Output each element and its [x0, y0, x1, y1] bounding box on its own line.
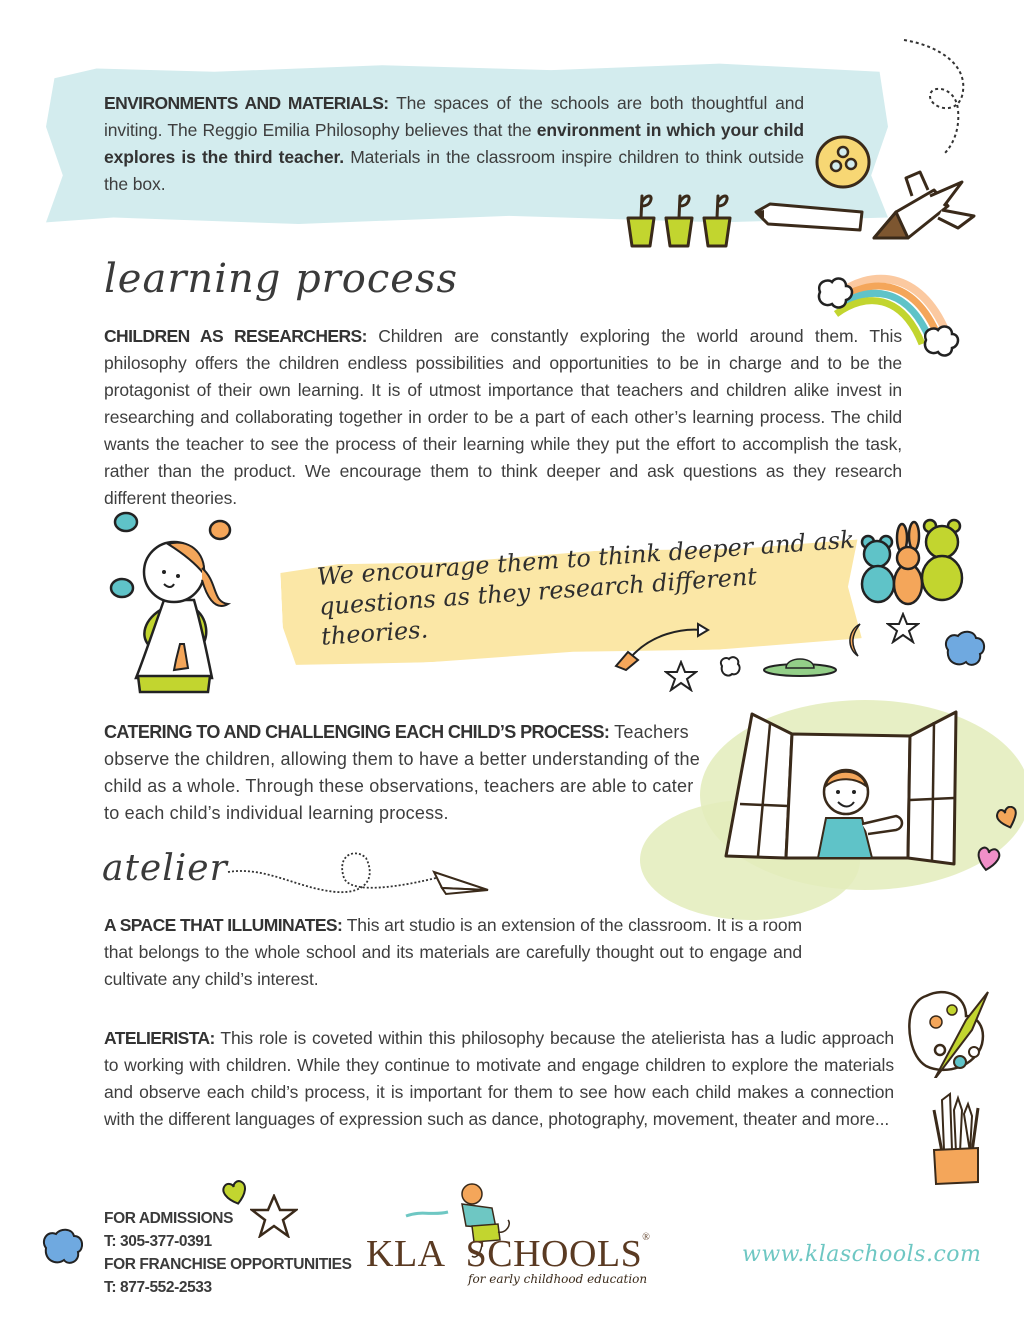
atelierista-paragraph: ATELIERISTA: This role is coveted within this philosophy because the atelierista has a ludic approach to working with children. While they continue to motivate and engage children to explore the materials and observe each child’s process, it is important for them to see how each child makes a connection with the different languages of expression such as dance, photography, movement, theater and more... [104, 1028, 894, 1129]
orange-heart-icon [994, 806, 1020, 830]
pencil-cup-icon [928, 1090, 984, 1186]
atelierista-lead: ATELIERISTA: [104, 1028, 215, 1048]
blue-cloud-icon [38, 1226, 86, 1268]
admissions-label: FOR ADMISSIONS [104, 1210, 234, 1227]
environments-lead: ENVIRONMENTS AND MATERIALS: [104, 93, 389, 113]
girl-illustration-icon [104, 508, 244, 698]
logo-tagline: for early childhood education [468, 1272, 648, 1286]
hat-icon [760, 650, 840, 680]
children-as-researchers-paragraph: CHILDREN AS RESEARCHERS: Children are constantly exploring the world around them. This philosophy offers the children endless possibilities and opportunities to be in charge and to be the protagonist of their own learning. It is of utmost importance that teachers and children alike invest in researching and collaborating together in order to be a part of each other’s learning process. The child wants the teacher to see the process of their learning while they put the effort to accomplish the task, rather than the product. We encourage them to think deeper and ask questions as they research different theories. [104, 326, 902, 508]
website-link[interactable]: www.klaschools.com [742, 1242, 982, 1267]
franchise-phone[interactable]: T: 877-552-2533 [104, 1279, 212, 1296]
sprout-pots-icon [624, 190, 736, 250]
space-that-illuminates-lead: A SPACE THAT ILLUMINATES: [104, 915, 343, 935]
catering-paragraph: CATERING TO AND CHALLENGING EACH CHILD’S PROCESS: Teachers observe the children, allowing them to have a better understanding of the child as a whole. Through these observations, teachers are able to cater to each child’s individual learning process. [104, 722, 700, 823]
paper-plane-dotted-path-icon [226, 848, 490, 898]
space-that-illuminates-paragraph: A SPACE THAT ILLUMINATES: This art studio is an extension of the classroom. It is a room that belongs to the whole school and its materials are carefully thought out to engage and cultivate any child’s interest. [104, 915, 802, 989]
pink-heart-icon [974, 846, 1002, 872]
star-outline-icon [664, 660, 698, 692]
rocket-icon [868, 166, 980, 246]
atelier-heading: atelier [102, 848, 228, 889]
stuffed-toys-icon [856, 514, 974, 610]
environments-highlight: environment in which your child explores is the third teacher. [104, 120, 805, 167]
moon-icon [844, 622, 868, 658]
learning-process-heading: learning process [104, 256, 459, 302]
small-cloud-icon [716, 654, 742, 678]
paint-palette-icon [906, 986, 990, 1078]
children-as-researchers-lead: CHILDREN AS RESEARCHERS: [104, 326, 367, 346]
star-outline-icon [886, 612, 920, 644]
button-icon [814, 134, 874, 190]
lime-heart-icon [220, 1180, 250, 1206]
pencil-icon [752, 200, 866, 234]
contact-info [104, 1207, 352, 1299]
dotted-loop-icon [900, 36, 980, 156]
franchise-label: FOR FRANCHISE OPPORTUNITIES [104, 1256, 352, 1273]
environments-paragraph: ENVIRONMENTS AND MATERIALS: The spaces of the schools are both thoughtful and inviting. The Reggio Emilia Philosophy believes that the environment in which your child explores is the third teacher. Materials in the classroom inspire children to think outside the box. [104, 93, 805, 194]
blue-cloud-icon [940, 628, 988, 670]
kla-schools-logo [362, 1180, 662, 1290]
pull-quote: We encourage them to think deeper and ask questions as they research different theories. [316, 525, 856, 651]
window-child-illustration-icon [722, 708, 962, 866]
catering-lead: CATERING TO AND CHALLENGING EACH CHILD’S PROCESS: [104, 722, 610, 742]
logo-wordmark: KLA SCHOOLS® [366, 1232, 651, 1275]
admissions-phone[interactable]: T: 305-377-0391 [104, 1233, 212, 1250]
